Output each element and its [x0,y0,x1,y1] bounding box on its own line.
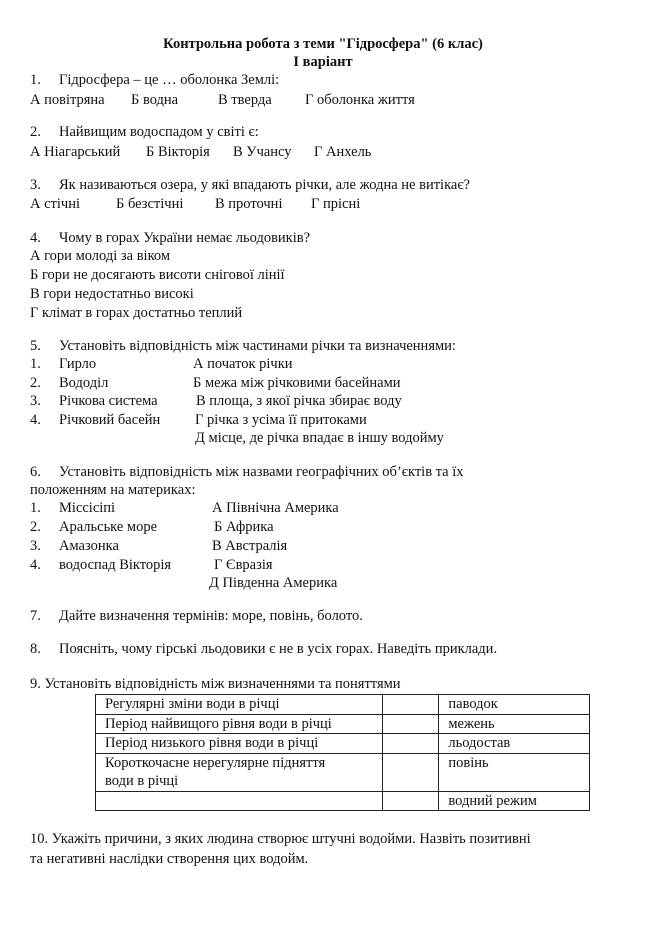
question-text: Найвищим водоспадом у світі є: [59,124,259,140]
option-c: В проточні [215,196,283,212]
right-item: Д Південна Америка [209,575,338,591]
definition-line-2: води в річці [105,773,179,789]
question-text: Установіть відповідність між назвами географічних об’єктів та їх [59,464,464,480]
answer-cell [383,695,439,715]
answer-cell [383,734,439,754]
question-number: 4. [30,230,41,246]
answer-cell [383,753,439,791]
option-c: В Учансу [233,144,292,160]
right-item: В площа, з якої річка збирає воду [196,393,402,409]
left-item-number: 1. [30,356,41,372]
table-row [96,734,590,754]
option-b: Б безстічні [116,196,184,212]
question-text: Як називаються озера, у які впадають річки, але жодна не витікає? [59,177,470,193]
left-item-number: 4. [30,412,41,428]
term-cell: повінь [439,753,590,791]
matching-table [95,694,590,811]
page-title: Контрольна робота з теми "Гідросфера" (6 клас) [163,36,483,52]
left-item-number: 3. [30,538,41,554]
question-text: 10. Укажіть причини, з яких людина створює штучні водойми. Назвіть позитивні [30,831,531,847]
question-text-continued: та негативні наслідки створення цих водойм. [30,851,309,867]
question-text: Дайте визначення термінів: море, повінь, болото. [59,608,363,624]
definition-cell [96,791,383,811]
left-item-text: Амазонка [59,538,119,554]
option-b: Б водна [131,92,179,108]
question-text: Поясніть, чому гірські льодовики є не в усіх горах. Наведіть приклади. [59,641,498,657]
table-row [96,695,590,715]
option-b: Б Вікторія [146,144,210,160]
option-d: Г Анхель [314,144,372,160]
question-number: 7. [30,608,41,624]
right-item: А початок річки [193,356,293,372]
table-row [96,791,590,811]
option-c: В тверда [218,92,272,108]
question-number: 2. [30,124,41,140]
option-a: А гори молоді за віком [30,248,171,264]
right-item: Д місце, де річка впадає в іншу водойму [195,430,444,446]
left-item-number: 2. [30,519,41,535]
option-d: Г клімат в горах достатньо теплий [30,305,243,321]
term-cell: межень [439,714,590,734]
left-item-text: Міссісіпі [59,500,116,516]
question-text: Установіть відповідність між частинами річки та визначеннями: [59,338,456,354]
option-a: А стічні [30,196,80,212]
definition-cell: Період низького рівня води в річці [96,734,383,754]
term-cell: водний режим [439,791,590,811]
left-item-number: 2. [30,375,41,391]
answer-cell [383,714,439,734]
question-text: 9. Установіть відповідність між визначеннями та поняттями [30,676,401,692]
question-text: Чому в горах України немає льодовиків? [59,230,311,246]
option-d: Г оболонка життя [305,92,415,108]
left-item-text: Річкова система [59,393,158,409]
left-item-text: водоспад Вікторія [59,557,172,573]
question-number: 3. [30,177,41,193]
option-d: Г прісні [311,196,361,212]
option-c: В гори недостатньо високі [30,286,194,302]
left-item-number: 3. [30,393,41,409]
right-item: Г річка з усіма її притоками [195,412,367,428]
right-item: Б Африка [214,519,274,535]
right-item: Б межа між річковими басейнами [193,375,401,391]
question-text-continued: положенням на материках: [30,482,196,498]
left-item-text: Річковий басейн [59,412,161,428]
question-number: 8. [30,641,41,657]
option-a: А повітряна [30,92,105,108]
term-cell: льодостав [439,734,590,754]
question-number: 5. [30,338,41,354]
variant-label: І варіант [293,54,353,70]
right-item: А Північна Америка [212,500,339,516]
definition-line-1: Короткочасне нерегулярне підняття [105,754,326,771]
definition-cell: Період найвищого рівня води в річці [96,714,383,734]
option-a: А Ніагарський [30,144,121,160]
answer-cell [383,791,439,811]
left-item-number: 1. [30,500,41,516]
right-item: Г Євразія [214,557,273,573]
table-row [96,714,590,734]
left-item-text: Аральське море [59,519,158,535]
definition-cell [96,753,383,791]
definition-cell: Регулярні зміни води в річці [96,695,383,715]
left-item-text: Гирло [59,356,97,372]
term-cell: паводок [439,695,590,715]
left-item-number: 4. [30,557,41,573]
option-b: Б гори не досягають висоти снігової лінії [30,267,285,283]
left-item-text: Вододіл [59,375,109,391]
table-row [96,753,590,791]
question-number: 6. [30,464,41,480]
question-text: Гідросфера – це … оболонка Землі: [59,72,280,88]
right-item: В Австралія [212,538,288,554]
question-number: 1. [30,72,41,88]
